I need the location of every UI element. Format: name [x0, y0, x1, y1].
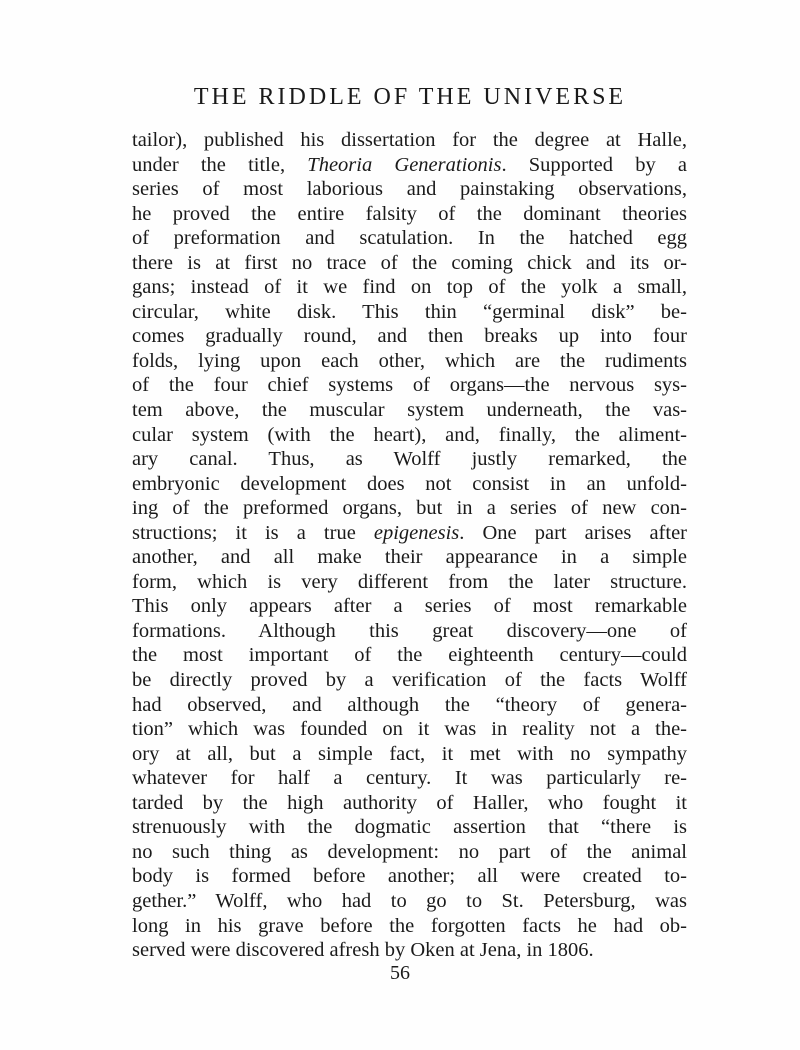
text-line: the most important of the eighteenth century—could [132, 644, 687, 667]
text-line: ing of the preformed organs, but in a series of new con- [132, 497, 687, 520]
text-line: ary canal. Thus, as Wolff justly remarked, the [132, 448, 687, 471]
text-line: no such thing as development: no part of the animal [132, 840, 687, 863]
page-number: 56 [390, 962, 410, 984]
text-line: embryonic development does not consist in an unfold- [132, 472, 687, 495]
text-line: long in his grave before the forgotten facts he had ob- [132, 914, 687, 937]
text-line: body is formed before another; all were created to- [132, 865, 687, 888]
text-line: under the title, Theoria Generationis. Supported by a [132, 153, 688, 176]
text-line: form, which is very different from the later structure. [132, 570, 687, 593]
text-line: ory at all, but a simple fact, it met with no sympathy [132, 742, 687, 765]
text-line: another, and all make their appearance in a simple [132, 546, 687, 569]
text-line: series of most laborious and painstaking observations, [132, 178, 687, 201]
text-line: there is at first no trace of the coming chick and its or- [132, 251, 687, 274]
text-line: tailor), published his dissertation for the degree at Halle, [132, 129, 687, 151]
text-line: tarded by the high authority of Haller, who fought it [132, 791, 687, 814]
text-line: be directly proved by a verification of the facts Wolff [132, 669, 687, 692]
text-line: structions; it is a true epigenesis. One part arises after [132, 521, 687, 544]
text-line: had observed, and although the “theory of genera- [132, 693, 687, 716]
text-line: strenuously with the dogmatic assertion that “there is [132, 816, 687, 839]
text-line: formations. Although this great discovery—one of [132, 619, 687, 642]
running-head: THE RIDDLE OF THE UNIVERSE [193, 84, 627, 110]
text-line: gans; instead of it we find on top of the yolk a small, [132, 276, 687, 299]
text-line: circular, white disk. This thin “germinal disk” be- [132, 300, 687, 323]
text-line: folds, lying upon each other, which are the rudiments [132, 349, 687, 372]
text-line: served were discovered afresh by Oken at Jena, in 1806. [132, 939, 594, 962]
text-line: gether.” Wolff, who had to go to St. Petersburg, was [132, 889, 687, 912]
text-line: tem above, the muscular system underneath, the vas- [132, 399, 687, 422]
text-line: This only appears after a series of most remarkable [132, 595, 687, 618]
text-line: cular system (with the heart), and, finally, the aliment- [132, 423, 687, 446]
body-text [132, 128, 687, 963]
text-line: whatever for half a century. It was particularly re- [132, 767, 687, 790]
text-line: comes gradually round, and then breaks up into four [132, 325, 687, 348]
text-line: of preformation and scatulation. In the hatched egg [132, 227, 687, 250]
text-line: he proved the entire falsity of the dominant theories [132, 202, 687, 225]
text-line: of the four chief systems of organs—the nervous sys- [132, 374, 687, 397]
text-line: tion” which was founded on it was in reality not a the- [132, 718, 687, 741]
